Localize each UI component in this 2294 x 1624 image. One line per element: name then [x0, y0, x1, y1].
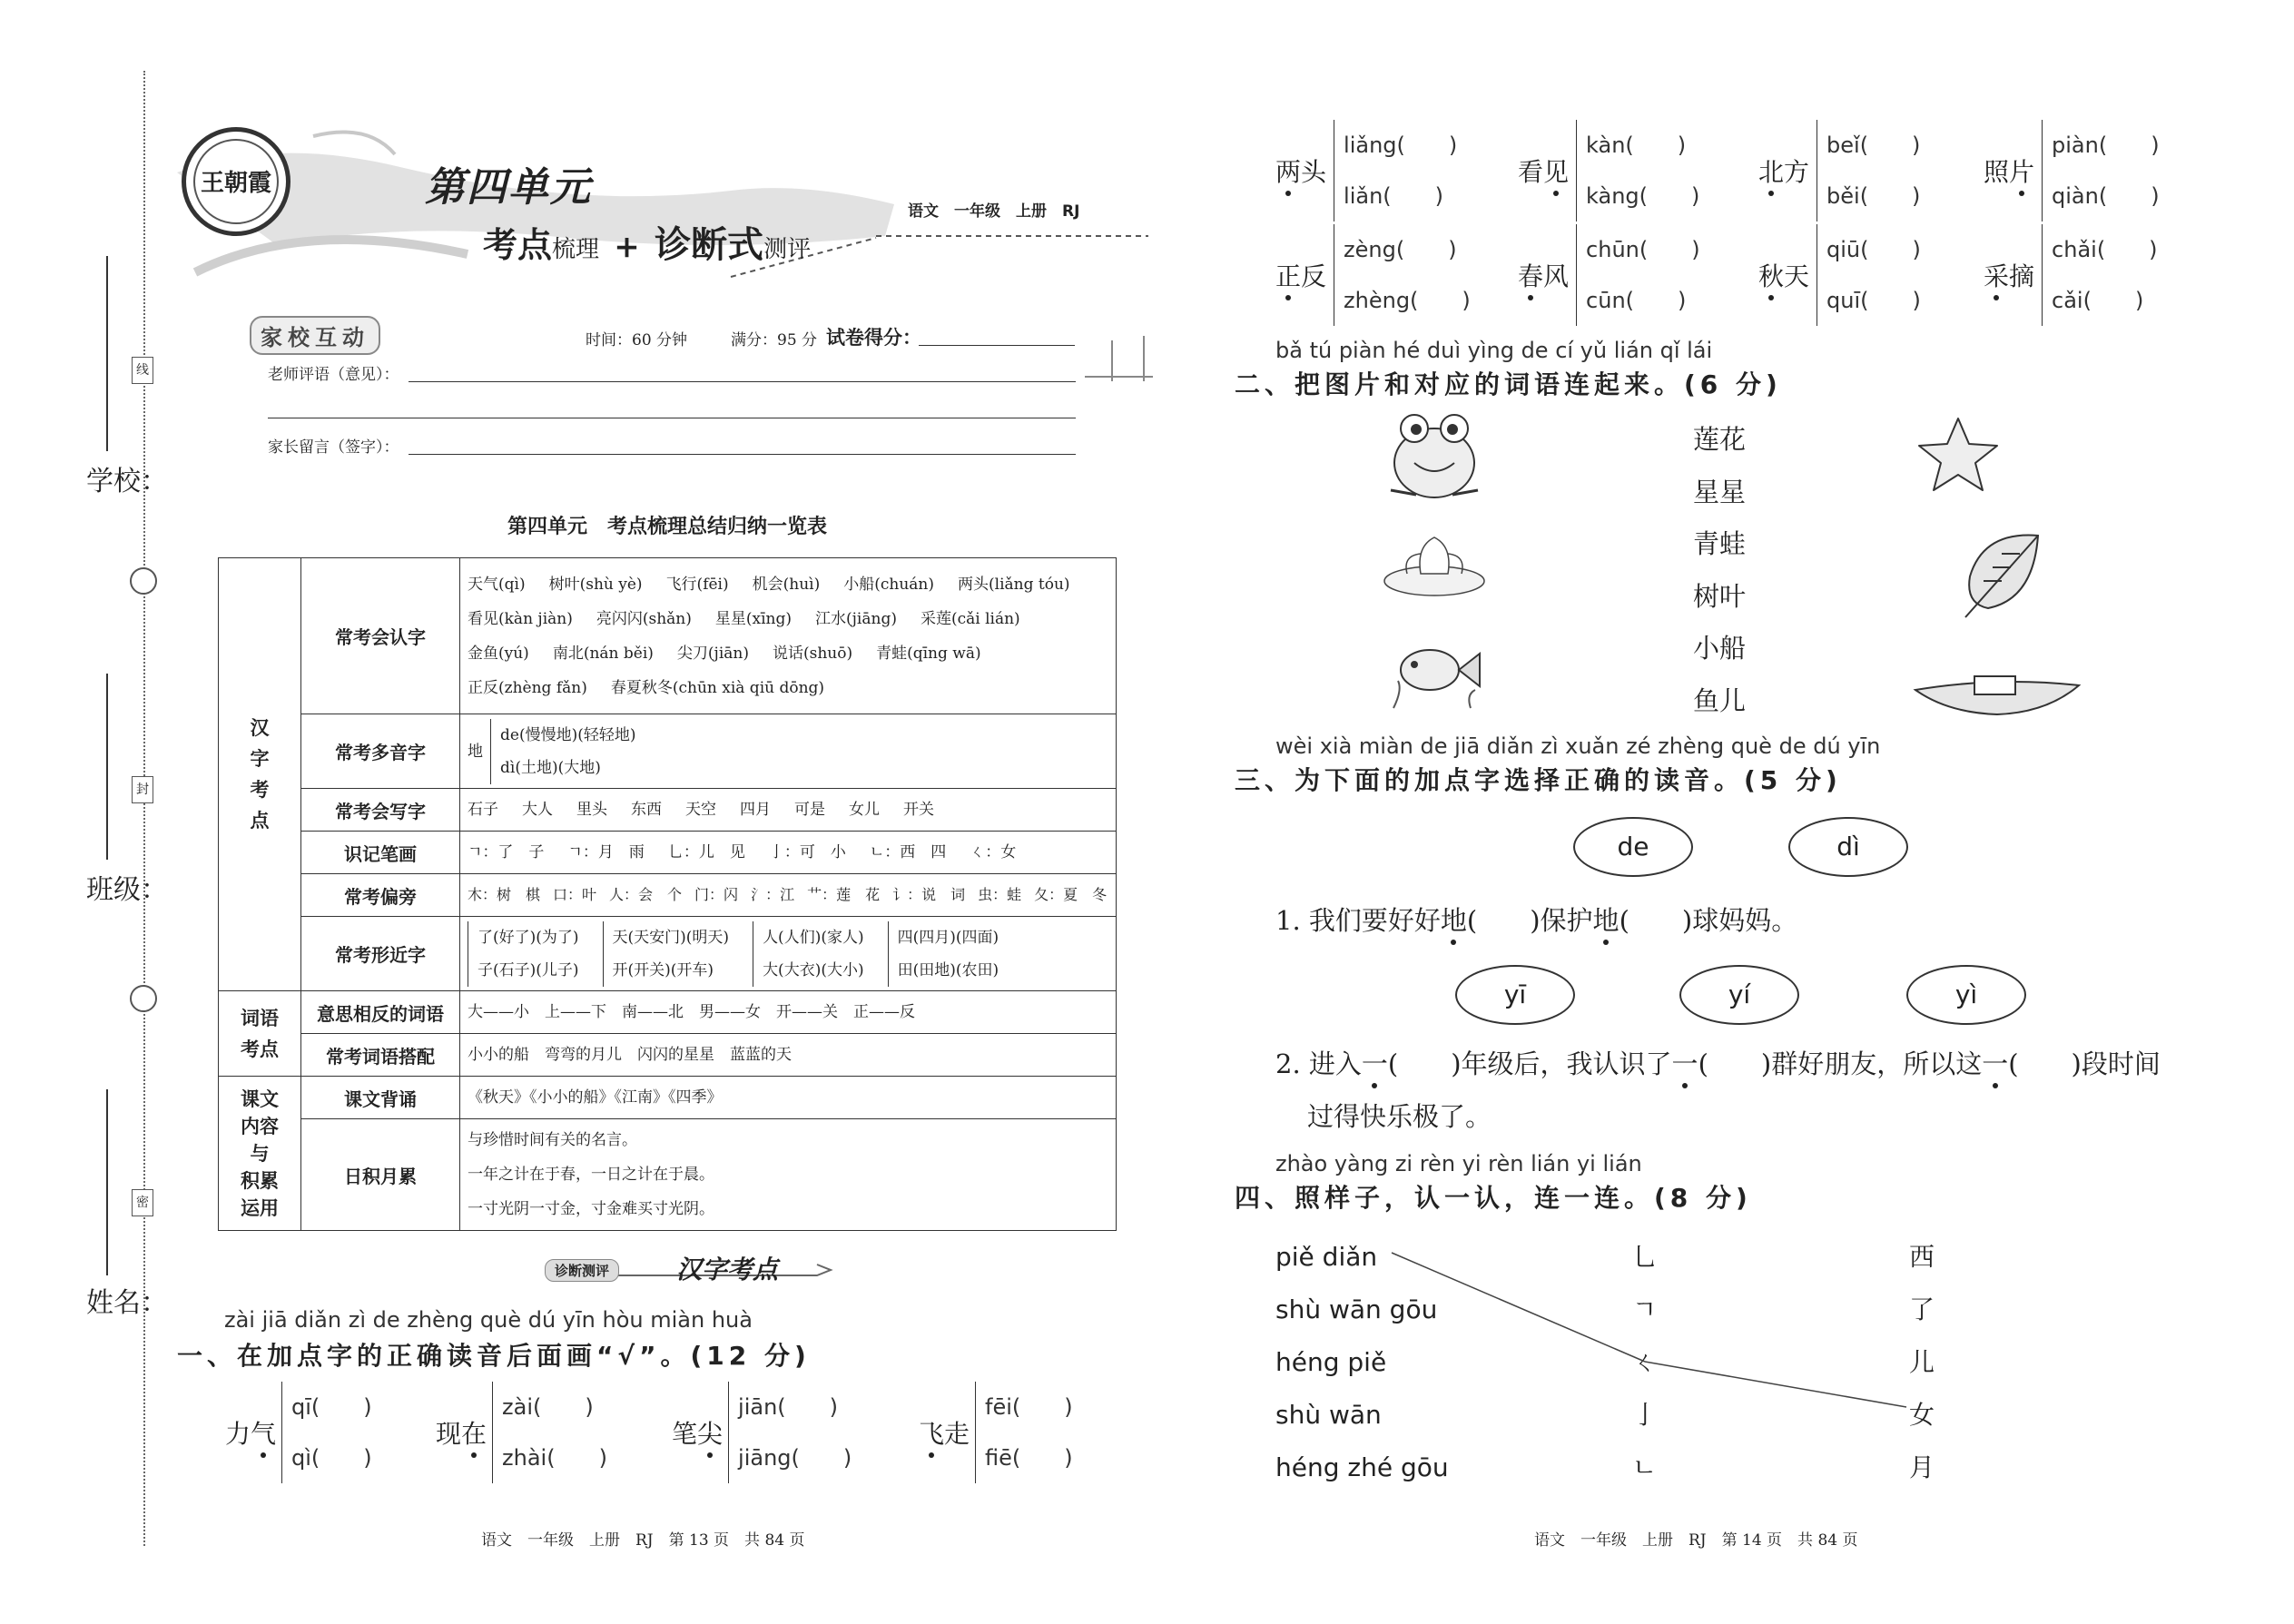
q1-group-6: 看见 kàn( ) kàng( ): [1518, 120, 1699, 221]
footer-right: 语文 一年级 上册 RJ 第 14 页 共 84 页: [1534, 1531, 1858, 1550]
q4-char-le[interactable]: 了: [1909, 1294, 1935, 1324]
q1-opt-liang[interactable]: liǎng( ): [1344, 133, 1458, 158]
q1-opt-cai[interactable]: cǎi( ): [2052, 288, 2144, 313]
q1-opt-zeng[interactable]: zèng( ): [1344, 237, 1457, 262]
q1-opt-zai[interactable]: zài( ): [502, 1394, 594, 1420]
q2-word-boat[interactable]: 小船: [1693, 633, 1747, 664]
star-picture: [1915, 413, 2002, 495]
binding-hole-1: [130, 567, 157, 595]
q1-group-10: 春风 chūn( ) cūn( ): [1518, 224, 1700, 326]
q1-opt-qian[interactable]: qiàn( ): [2052, 183, 2160, 209]
renzi-content: 天气(qì) 树叶(shù yè) 飞行(fēi) 机会(huì) 小船(chuán) 两头(liǎng tóu) 看见(kàn jiàn) 亮闪闪(shǎn) 星星(xīng) 江水(jiāng) 采莲(cǎi lián) 金鱼(yú) 南北(nán běi) 尖刀(jiān) 说话(shuō) 青蛙(qīng wā) 正反(zhèng fǎn) 春夏秋冬(chūn xià qiū dōng): [460, 558, 1117, 714]
cat-ciyu: 词语 考点: [219, 991, 301, 1077]
q1-group-3: 笔尖 jiān( ) jiāng( ): [672, 1382, 852, 1483]
school-underline: [106, 256, 108, 451]
sub-bihua: 识记笔画: [301, 832, 460, 874]
q4-name-shu-wan-gou[interactable]: shù wān gōu: [1275, 1294, 1438, 1324]
q3-cloud-di[interactable]: dì: [1788, 817, 1908, 877]
q4-stroke-5[interactable]: ㄴ: [1632, 1452, 1658, 1482]
binding-mark-xian: 线: [132, 357, 153, 384]
sub-xingjin: 常考形近字: [301, 917, 460, 991]
q4-stroke-4[interactable]: 亅: [1632, 1400, 1659, 1430]
jilei-content: 与珍惜时间有关的名言。 一年之计在于春，一日之计在于晨。 一寸光阴一寸金，寸金难买寸光阴。: [460, 1119, 1117, 1231]
summary-title: 第四单元 考点梳理总结归纳一览表: [507, 515, 827, 538]
name-underline: [106, 1089, 108, 1275]
q3-sentence-2: 2. 进入一( )年级后，我认识了一( )群好朋友，所以这一( )段时间: [1275, 1044, 2283, 1081]
teacher-comment-line-1[interactable]: [409, 381, 1076, 382]
q1-opt-fie[interactable]: fiē( ): [985, 1445, 1073, 1471]
book-tag: 语文 一年级 上册 RJ: [908, 202, 1080, 221]
pianpang-content: 木：树 棋 口：叶 人：会 个 门：闪 氵：江 艹：莲 花 讠：说 词 虫：蛙 夂：夏 冬: [460, 874, 1117, 917]
q1-opt-lian[interactable]: liǎn( ): [1344, 183, 1444, 209]
home-school-badge: 家校互动: [250, 316, 380, 355]
frog-picture: [1380, 408, 1489, 504]
q1-opt-qiu[interactable]: qiū( ): [1826, 237, 1921, 262]
q4-stroke-3[interactable]: ㄑ: [1632, 1347, 1659, 1377]
fish-picture: [1384, 626, 1484, 713]
name-label: 姓名：: [86, 1287, 168, 1319]
q1-opt-qi4[interactable]: qì( ): [291, 1445, 372, 1471]
q1-heading: 一、在加点字的正确读音后面画“√”。(12 分): [177, 1341, 811, 1371]
q1-group-7: 北方 beǐ( ) běi( ): [1758, 120, 1920, 221]
q2-word-star[interactable]: 星星: [1693, 476, 1747, 507]
sub-beisong: 课文背诵: [301, 1077, 460, 1119]
q4-name-heng-pie[interactable]: héng piě: [1275, 1347, 1387, 1377]
q1-opt-qui[interactable]: quī( ): [1826, 288, 1921, 313]
dapei-content: 小小的船 弯弯的月儿 闪闪的星星 蓝蓝的天: [460, 1034, 1117, 1077]
q2-heading: 二、把图片和对应的词语连起来。(6 分): [1235, 369, 1782, 399]
score-field[interactable]: [919, 345, 1075, 346]
q1-opt-jian[interactable]: jiān( ): [738, 1394, 839, 1420]
q4-pinyin: zhào yàng zi rèn yi rèn lián yi lián: [1275, 1151, 1642, 1176]
bihua-content: ㄱ：了 子 ㄱ：月 雨 乚：儿 见 亅：可 小 ㄴ：西 四 ㄑ：女: [460, 832, 1117, 874]
sub-dapei: 常考词语搭配: [301, 1034, 460, 1077]
cat-kewen: 课文 内容 与 积累 运用: [219, 1077, 301, 1231]
sub-xiezi: 常考会写字: [301, 789, 460, 832]
q1-opt-jiang[interactable]: jiāng( ): [738, 1445, 852, 1471]
class-label: 班级：: [86, 874, 168, 906]
q4-char-xi[interactable]: 西: [1909, 1242, 1935, 1272]
q1-opt-fei[interactable]: fēi( ): [985, 1394, 1073, 1420]
q1-group-5: 两头 liǎng( ) liǎn( ): [1275, 120, 1457, 221]
q4-stroke-1[interactable]: 乚: [1632, 1242, 1659, 1272]
q1-group-4: 飞走 fēi( ) fiē( ): [919, 1382, 1073, 1483]
binding-dotted-line: [143, 71, 145, 1546]
q1-opt-chai[interactable]: chǎi( ): [2052, 237, 2158, 262]
page-subtitle: 考点梳理 + 诊断式测评: [483, 223, 812, 266]
binding-mark-mi: 密: [132, 1189, 153, 1216]
brand-logo-text: 王朝霞: [200, 170, 271, 197]
q3-sentence-1: 1. 我们要好好地( )保护地( )球妈妈。: [1275, 901, 1797, 938]
q4-char-er[interactable]: 儿: [1909, 1347, 1935, 1377]
q4-stroke-2[interactable]: ㄱ: [1632, 1294, 1658, 1324]
q1-opt-zhai[interactable]: zhài( ): [502, 1445, 607, 1471]
q1-opt-bei-a[interactable]: beǐ( ): [1826, 133, 1921, 158]
time-info: 时间：60 分钟: [586, 331, 688, 349]
q1-opt-bei-b[interactable]: běi( ): [1826, 183, 1921, 209]
cat-hanzi: 汉 字 考 点: [219, 558, 301, 991]
q3-cloud-yi4[interactable]: yì: [1906, 965, 2026, 1025]
q1-group-12: 采摘 chǎi( ) cǎi( ): [1984, 224, 2158, 326]
full-score-info: 满分：95 分: [731, 331, 818, 349]
q4-name-pie-dian[interactable]: piě diǎn: [1275, 1242, 1378, 1272]
diag-banner: [545, 1257, 835, 1284]
binding-hole-2: [130, 985, 157, 1012]
parent-comment-label: 家长留言（签字）：: [268, 438, 399, 457]
class-underline: [106, 674, 108, 860]
lotus-picture: [1380, 519, 1489, 601]
q1-group-9: 正反 zèng( ) zhèng( ): [1275, 224, 1471, 326]
q1-opt-pian[interactable]: piàn( ): [2052, 133, 2160, 158]
q1-group-8: 照片 piàn( ) qiàn( ): [1984, 120, 2160, 221]
binding-mark-feng: 封: [132, 776, 153, 803]
beisong-content: 《秋天》《小小的船》《江南》《四季》: [460, 1077, 1117, 1119]
score-label: 试卷得分：: [826, 326, 921, 349]
sub-duoyin: 常考多音字: [301, 714, 460, 789]
q3-sentence-2-cont: 过得快乐极了。: [1307, 1101, 1492, 1132]
q1-opt-kang[interactable]: kàng( ): [1586, 183, 1700, 209]
q1-group-2: 现在 zài( ) zhài( ): [436, 1382, 607, 1483]
xingjin-content: 了(好了)(为了) 子(石子)(儿子) 天(天安门)(明天) 开(开关)(开车) 人(人们)(家人) 大(大衣)(大小) 四(四月)(四面) 田(田地)(农田): [460, 917, 1117, 991]
q3-cloud-de[interactable]: de: [1573, 817, 1693, 877]
q3-cloud-yi2[interactable]: yí: [1679, 965, 1799, 1025]
q1-group-11: 秋天 qiū( ) quī( ): [1758, 224, 1921, 326]
q2-word-fish[interactable]: 鱼儿: [1693, 684, 1747, 716]
q4-char-yue[interactable]: 月: [1909, 1452, 1935, 1482]
xiezi-content: 石子 大人 里头 东西 天空 四月 可是 女儿 开关: [460, 789, 1117, 832]
brand-logo: [182, 127, 290, 236]
parent-comment-line[interactable]: [409, 454, 1076, 455]
q1-opt-zheng[interactable]: zhèng( ): [1344, 288, 1471, 313]
q1-group-1: 力气 qī( ) qì( ): [225, 1382, 372, 1483]
duoyin-content: 地 de(慢慢地)(轻轻地) dì(土地)(大地): [460, 714, 1117, 789]
teacher-comment-label: 老师评语（意见）：: [268, 366, 399, 384]
footer-left: 语文 一年级 上册 RJ 第 13 页 共 84 页: [481, 1531, 805, 1550]
q1-opt-qi1[interactable]: qī( ): [291, 1394, 372, 1420]
sub-renzi: 常考会认字: [301, 558, 460, 714]
q1-pinyin: zài jiā diǎn zì de zhèng què dú yīn hòu miàn huà: [224, 1307, 753, 1333]
q2-pinyin: bǎ tú piàn hé duì yìng de cí yǔ lián qǐ lái: [1275, 338, 1713, 363]
diag-title: 汉字考点: [676, 1255, 779, 1284]
fanyi-content: 大——小 上——下 南——北 男——女 开——关 正——反: [460, 991, 1117, 1034]
q4-char-nv[interactable]: 女: [1909, 1400, 1935, 1430]
q1-opt-kan[interactable]: kàn( ): [1586, 133, 1687, 158]
boat-picture: [1911, 667, 2083, 722]
q4-name-shu-wan[interactable]: shù wān: [1275, 1400, 1382, 1430]
q2-word-lotus[interactable]: 莲花: [1693, 424, 1747, 455]
leaf-picture: [1947, 527, 2047, 626]
q3-pinyin: wèi xià miàn de jiā diǎn zì xuǎn zé zhèng què de dú yīn: [1275, 733, 1881, 759]
unit-title: 第四单元: [425, 164, 592, 211]
q1-opt-cun[interactable]: cūn( ): [1586, 288, 1687, 313]
q1-opt-chun[interactable]: chūn( ): [1586, 237, 1700, 262]
sub-jilei: 日积月累: [301, 1119, 460, 1231]
q2-word-list: [1693, 414, 1746, 727]
q3-heading: 三、为下面的加点字选择正确的读音。(5 分): [1235, 765, 1842, 795]
summary-table: [218, 557, 1117, 1231]
q2-word-leaf[interactable]: 树叶: [1693, 580, 1747, 612]
q4-name-heng-zhe-gou[interactable]: héng zhé gōu: [1275, 1452, 1449, 1482]
sub-fanyi: 意思相反的词语: [301, 991, 460, 1034]
q4-heading: 四、照样子，认一认，连一连。(8 分): [1235, 1183, 1752, 1213]
sub-pianpang: 常考偏旁: [301, 874, 460, 917]
q4-example-lines: [1389, 1244, 1915, 1425]
diag-badge: 诊断测评: [545, 1259, 619, 1282]
q2-word-frog[interactable]: 青蛙: [1693, 528, 1747, 559]
school-label: 学校：: [86, 466, 168, 497]
q3-cloud-yi1[interactable]: yī: [1455, 965, 1575, 1025]
